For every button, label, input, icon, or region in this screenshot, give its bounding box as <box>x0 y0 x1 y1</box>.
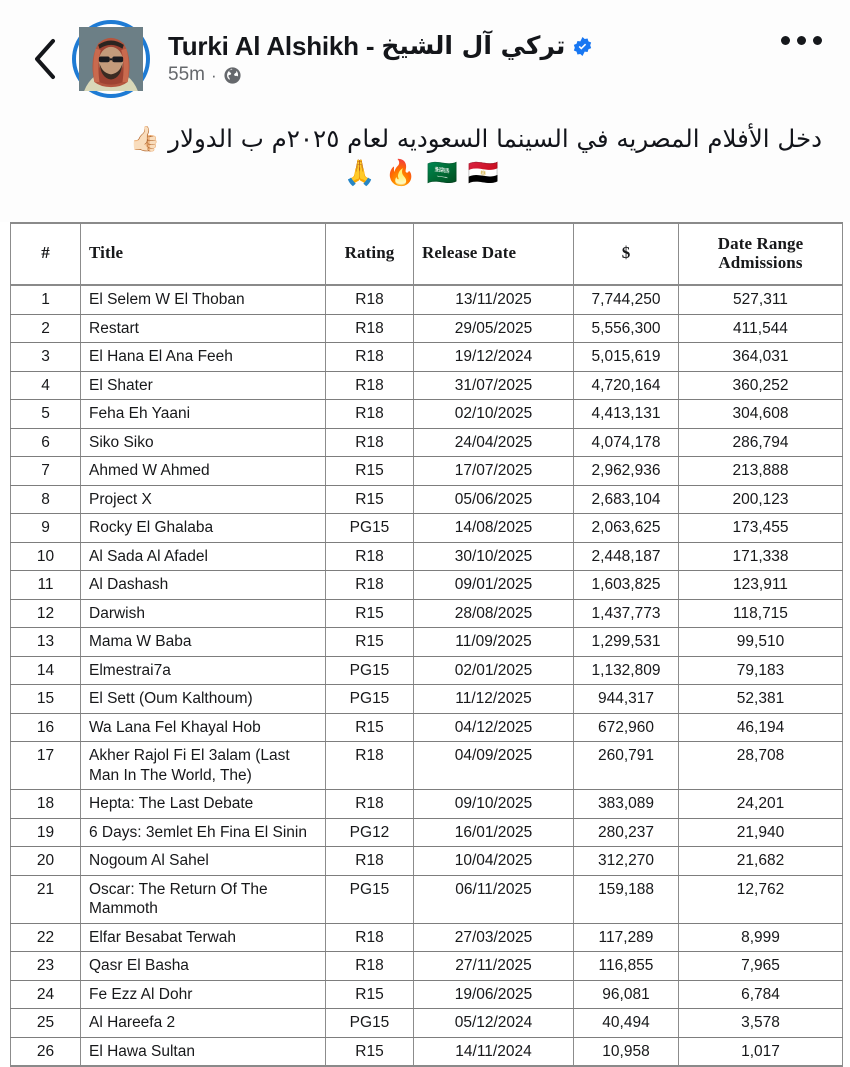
cell-admissions: 171,338 <box>679 542 843 571</box>
cell-number: 3 <box>11 343 81 372</box>
post-body <box>0 118 850 188</box>
cell-release-date: 11/09/2025 <box>414 628 574 657</box>
cell-rating: R15 <box>326 485 414 514</box>
cell-gross: 280,237 <box>574 818 679 847</box>
table-row <box>11 742 843 790</box>
cell-title: Fe Ezz Al Dohr <box>81 980 326 1009</box>
cell-gross: 5,556,300 <box>574 314 679 343</box>
cell-release-date: 27/03/2025 <box>414 923 574 952</box>
globe-icon <box>223 66 242 85</box>
column-header-release-date[interactable]: Release Date <box>414 223 574 285</box>
cell-title: Rocky El Ghalaba <box>81 514 326 543</box>
boxoffice-table <box>10 222 843 1067</box>
cell-release-date: 24/04/2025 <box>414 428 574 457</box>
cell-admissions: 1,017 <box>679 1037 843 1066</box>
post-timestamp: 55m <box>168 64 205 86</box>
cell-rating: R18 <box>326 285 414 314</box>
cell-release-date: 29/05/2025 <box>414 314 574 343</box>
cell-release-date: 17/07/2025 <box>414 457 574 486</box>
cell-release-date: 11/12/2025 <box>414 685 574 714</box>
cell-gross: 159,188 <box>574 875 679 923</box>
author-name-arabic: تركي آل الشيخ <box>381 31 566 61</box>
cell-number: 7 <box>11 457 81 486</box>
cell-number: 11 <box>11 571 81 600</box>
cell-number: 23 <box>11 952 81 981</box>
table-row <box>11 343 843 372</box>
cell-release-date: 27/11/2025 <box>414 952 574 981</box>
table-row <box>11 685 843 714</box>
cell-number: 19 <box>11 818 81 847</box>
cell-admissions: 46,194 <box>679 713 843 742</box>
cell-title: Feha Eh Yaani <box>81 400 326 429</box>
cell-title: Siko Siko <box>81 428 326 457</box>
table-row <box>11 713 843 742</box>
cell-title: Ahmed W Ahmed <box>81 457 326 486</box>
cell-number: 10 <box>11 542 81 571</box>
cell-admissions: 364,031 <box>679 343 843 372</box>
author-identity <box>168 32 775 86</box>
cell-admissions: 79,183 <box>679 656 843 685</box>
cell-admissions: 527,311 <box>679 285 843 314</box>
cell-admissions: 3,578 <box>679 1009 843 1038</box>
cell-title: Qasr El Basha <box>81 952 326 981</box>
column-header-rating[interactable]: Rating <box>326 223 414 285</box>
cell-title: Darwish <box>81 599 326 628</box>
cell-release-date: 04/09/2025 <box>414 742 574 790</box>
cell-rating: R15 <box>326 1037 414 1066</box>
meta-separator: · <box>210 65 217 85</box>
table-row <box>11 599 843 628</box>
cell-rating: R18 <box>326 343 414 372</box>
cell-title: El Sett (Oum Kalthoum) <box>81 685 326 714</box>
post-emoji-row: 🇸🇦 🇪🇬 🔥 🙏 <box>344 157 500 187</box>
cell-gross: 10,958 <box>574 1037 679 1066</box>
cell-admissions: 360,252 <box>679 371 843 400</box>
back-button[interactable] <box>22 31 66 87</box>
cell-gross: 7,744,250 <box>574 285 679 314</box>
cell-number: 18 <box>11 790 81 819</box>
cell-gross: 1,437,773 <box>574 599 679 628</box>
table-row <box>11 656 843 685</box>
table-row <box>11 514 843 543</box>
cell-gross: 1,603,825 <box>574 571 679 600</box>
cell-admissions: 99,510 <box>679 628 843 657</box>
table-row <box>11 542 843 571</box>
cell-rating: PG15 <box>326 514 414 543</box>
cell-number: 22 <box>11 923 81 952</box>
cell-number: 8 <box>11 485 81 514</box>
author-name-line[interactable] <box>168 32 775 61</box>
ellipsis-horizontal-icon <box>797 36 806 45</box>
table-header <box>11 223 843 285</box>
cell-admissions: 286,794 <box>679 428 843 457</box>
cell-gross: 2,683,104 <box>574 485 679 514</box>
cell-release-date: 16/01/2025 <box>414 818 574 847</box>
cell-release-date: 06/11/2025 <box>414 875 574 923</box>
cell-release-date: 19/06/2025 <box>414 980 574 1009</box>
boxoffice-table-container <box>0 222 850 1060</box>
cell-rating: R18 <box>326 952 414 981</box>
cell-gross: 4,074,178 <box>574 428 679 457</box>
table-header-row <box>11 223 843 285</box>
cell-admissions: 7,965 <box>679 952 843 981</box>
cell-number: 2 <box>11 314 81 343</box>
ellipsis-horizontal-icon <box>781 36 790 45</box>
cell-gross: 2,448,187 <box>574 542 679 571</box>
table-row <box>11 485 843 514</box>
cell-rating: R15 <box>326 628 414 657</box>
cell-title: Elmestrai7a <box>81 656 326 685</box>
avatar[interactable] <box>72 20 150 98</box>
table-row <box>11 314 843 343</box>
author-name-latin: Turki Al Alshikh <box>168 30 359 61</box>
cell-title: Akher Rajol Fi El 3alam (Last Man In The World, The) <box>81 742 326 790</box>
verified-badge-icon <box>572 36 593 57</box>
cell-title: Oscar: The Return Of The Mammoth <box>81 875 326 923</box>
cell-release-date: 05/06/2025 <box>414 485 574 514</box>
cell-rating: R15 <box>326 980 414 1009</box>
cell-gross: 383,089 <box>574 790 679 819</box>
post-meta <box>168 64 775 86</box>
cell-number: 26 <box>11 1037 81 1066</box>
cell-title: El Hawa Sultan <box>81 1037 326 1066</box>
cell-number: 6 <box>11 428 81 457</box>
cell-release-date: 02/01/2025 <box>414 656 574 685</box>
chevron-left-icon <box>31 37 57 81</box>
cell-rating: PG15 <box>326 1009 414 1038</box>
cell-gross: 5,015,619 <box>574 343 679 372</box>
ellipsis-horizontal-icon <box>813 36 822 45</box>
cell-gross: 312,270 <box>574 847 679 876</box>
cell-title: Al Dashash <box>81 571 326 600</box>
cell-admissions: 123,911 <box>679 571 843 600</box>
cell-gross: 96,081 <box>574 980 679 1009</box>
cell-rating: R18 <box>326 400 414 429</box>
cell-admissions: 21,682 <box>679 847 843 876</box>
table-row <box>11 952 843 981</box>
cell-gross: 40,494 <box>574 1009 679 1038</box>
profile-avatar-image <box>79 27 143 91</box>
table-row <box>11 818 843 847</box>
table-body <box>11 285 843 1066</box>
thumbs-up-emoji: 👍🏻 <box>129 124 161 153</box>
cell-title: Nogoum Al Sahel <box>81 847 326 876</box>
cell-number: 16 <box>11 713 81 742</box>
cell-rating: R18 <box>326 314 414 343</box>
post-text-line <box>30 122 822 157</box>
cell-gross: 2,962,936 <box>574 457 679 486</box>
table-row <box>11 571 843 600</box>
table-row <box>11 285 843 314</box>
cell-title: Hepta: The Last Debate <box>81 790 326 819</box>
table-row <box>11 923 843 952</box>
cell-number: 1 <box>11 285 81 314</box>
cell-admissions: 21,940 <box>679 818 843 847</box>
cell-admissions: 200,123 <box>679 485 843 514</box>
column-header-number[interactable]: # <box>11 223 81 285</box>
cell-title: El Shater <box>81 371 326 400</box>
cell-gross: 260,791 <box>574 742 679 790</box>
cell-release-date: 05/12/2024 <box>414 1009 574 1038</box>
cell-rating: R18 <box>326 923 414 952</box>
cell-number: 25 <box>11 1009 81 1038</box>
cell-title: El Hana El Ana Feeh <box>81 343 326 372</box>
cell-admissions: 52,381 <box>679 685 843 714</box>
cell-release-date: 19/12/2024 <box>414 343 574 372</box>
cell-rating: R18 <box>326 790 414 819</box>
column-header-gross[interactable]: $ <box>574 223 679 285</box>
cell-number: 13 <box>11 628 81 657</box>
cell-number: 21 <box>11 875 81 923</box>
table-row <box>11 875 843 923</box>
cell-rating: R15 <box>326 713 414 742</box>
cell-number: 15 <box>11 685 81 714</box>
cell-number: 14 <box>11 656 81 685</box>
cell-number: 4 <box>11 371 81 400</box>
author-name-separator: - <box>365 30 375 61</box>
cell-title: Mama W Baba <box>81 628 326 657</box>
cell-rating: PG15 <box>326 685 414 714</box>
table-row <box>11 790 843 819</box>
cell-release-date: 09/10/2025 <box>414 790 574 819</box>
cell-admissions: 8,999 <box>679 923 843 952</box>
cell-rating: R18 <box>326 428 414 457</box>
cell-release-date: 10/04/2025 <box>414 847 574 876</box>
cell-number: 17 <box>11 742 81 790</box>
cell-number: 24 <box>11 980 81 1009</box>
table-row <box>11 847 843 876</box>
cell-admissions: 12,762 <box>679 875 843 923</box>
table-row <box>11 400 843 429</box>
cell-release-date: 30/10/2025 <box>414 542 574 571</box>
table-row <box>11 457 843 486</box>
post-options-button[interactable] <box>775 28 828 53</box>
cell-rating: R15 <box>326 599 414 628</box>
table-row <box>11 628 843 657</box>
cell-release-date: 13/11/2025 <box>414 285 574 314</box>
table-row <box>11 428 843 457</box>
table-row <box>11 980 843 1009</box>
cell-admissions: 411,544 <box>679 314 843 343</box>
cell-gross: 672,960 <box>574 713 679 742</box>
cell-gross: 944,317 <box>574 685 679 714</box>
cell-rating: PG15 <box>326 656 414 685</box>
cell-admissions: 28,708 <box>679 742 843 790</box>
cell-rating: R15 <box>326 457 414 486</box>
cell-rating: R18 <box>326 847 414 876</box>
cell-admissions: 304,608 <box>679 400 843 429</box>
cell-release-date: 02/10/2025 <box>414 400 574 429</box>
cell-admissions: 173,455 <box>679 514 843 543</box>
cell-gross: 2,063,625 <box>574 514 679 543</box>
cell-gross: 1,299,531 <box>574 628 679 657</box>
table-row <box>11 1037 843 1066</box>
cell-gross: 116,855 <box>574 952 679 981</box>
cell-rating: R18 <box>326 571 414 600</box>
cell-rating: R18 <box>326 742 414 790</box>
cell-title: 6 Days: 3emlet Eh Fina El Sinin <box>81 818 326 847</box>
column-header-title[interactable]: Title <box>81 223 326 285</box>
cell-title: Al Sada Al Afadel <box>81 542 326 571</box>
table-row <box>11 371 843 400</box>
cell-admissions: 118,715 <box>679 599 843 628</box>
cell-number: 9 <box>11 514 81 543</box>
cell-release-date: 14/08/2025 <box>414 514 574 543</box>
cell-title: Elfar Besabat Terwah <box>81 923 326 952</box>
table-row <box>11 1009 843 1038</box>
cell-number: 20 <box>11 847 81 876</box>
cell-gross: 117,289 <box>574 923 679 952</box>
cell-admissions: 24,201 <box>679 790 843 819</box>
column-header-admissions[interactable]: Date Range Admissions <box>679 223 843 285</box>
cell-title: Project X <box>81 485 326 514</box>
cell-title: Wa Lana Fel Khayal Hob <box>81 713 326 742</box>
cell-title: Al Hareefa 2 <box>81 1009 326 1038</box>
cell-title: El Selem W El Thoban <box>81 285 326 314</box>
post-text: دخل الأفلام المصريه في السينما السعوديه لعام ٢٠٢٥م ب الدولار <box>168 124 822 153</box>
cell-admissions: 6,784 <box>679 980 843 1009</box>
cell-number: 12 <box>11 599 81 628</box>
cell-gross: 4,413,131 <box>574 400 679 429</box>
cell-admissions: 213,888 <box>679 457 843 486</box>
post-header <box>0 0 850 118</box>
cell-gross: 1,132,809 <box>574 656 679 685</box>
cell-rating: PG12 <box>326 818 414 847</box>
cell-release-date: 31/07/2025 <box>414 371 574 400</box>
cell-release-date: 04/12/2025 <box>414 713 574 742</box>
cell-gross: 4,720,164 <box>574 371 679 400</box>
cell-number: 5 <box>11 400 81 429</box>
cell-rating: R18 <box>326 542 414 571</box>
cell-release-date: 09/01/2025 <box>414 571 574 600</box>
cell-rating: R18 <box>326 371 414 400</box>
cell-title: Restart <box>81 314 326 343</box>
cell-release-date: 14/11/2024 <box>414 1037 574 1066</box>
cell-release-date: 28/08/2025 <box>414 599 574 628</box>
cell-rating: PG15 <box>326 875 414 923</box>
